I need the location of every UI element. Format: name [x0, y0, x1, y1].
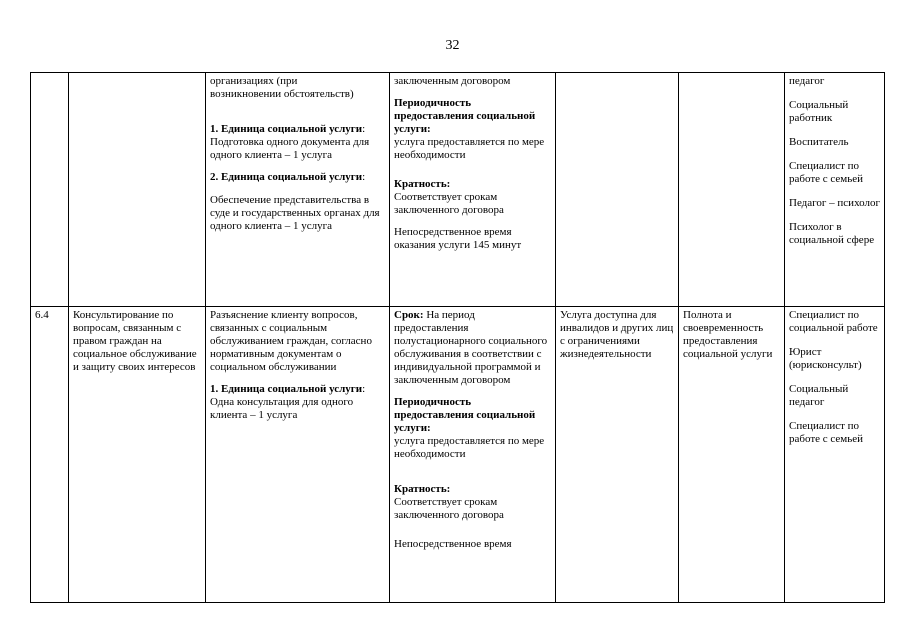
desc-line-1: организациях (при — [210, 75, 298, 87]
period-heading: Периодичность предоставления социальной услуги: — [394, 396, 536, 434]
unit1-heading: 1. Единица социальной услуги — [210, 123, 363, 135]
staff-item: Юрист (юрисконсульт) — [789, 346, 862, 371]
cell-staff — [785, 73, 885, 307]
cell-service-name — [69, 73, 206, 307]
staff-item: Специалист по работе с семьей — [789, 420, 864, 445]
staff-item: педагог — [789, 75, 825, 87]
cell-quality — [679, 73, 785, 307]
time-text: Непосредственное время оказания услуги 145 минут — [394, 226, 522, 251]
unit2-text: Обеспечение представительства в суде и государственных органах для одного клиента – 1 услуга — [210, 194, 380, 232]
cell-service-name: Консультирование по вопросам, связанным с правом граждан на социальное обслуживание и защиту своих интересов — [69, 307, 206, 603]
cell-accessibility — [556, 73, 679, 307]
cell-terms — [390, 307, 556, 603]
unit1-text: Подготовка одного документа для одного клиента – 1 услуга — [210, 136, 370, 161]
desc-text: Разъяснение клиенту вопросов, связанных с социальным обслуживанием граждан, согласно нормативным документам о социальном обслуживании — [210, 309, 372, 373]
staff-item: Педагог – психолог — [789, 197, 881, 209]
time-text: Непосредственное время — [394, 538, 512, 550]
staff-item: Социальный педагог — [789, 383, 849, 408]
period-heading: Периодичность предоставления социальной услуги: — [394, 97, 536, 135]
cell-number — [31, 73, 69, 307]
cell-quality: Полнота и своевременность предоставления социальной услуги — [679, 307, 785, 603]
table-row-6-4 — [31, 307, 885, 603]
staff-item: Психолог в социальной сфере — [789, 221, 875, 246]
cell-description — [206, 73, 390, 307]
staff-item: Воспитатель — [789, 136, 849, 148]
mult-heading: Кратность: — [394, 178, 451, 190]
unit2-heading: 2. Единица социальной услуги — [210, 171, 363, 183]
services-table — [30, 72, 885, 603]
mult-text: Соответствует срокам заключенного договора — [394, 496, 504, 521]
mult-heading: Кратность: — [394, 483, 451, 495]
cell-terms — [390, 73, 556, 307]
unit1-colon: : — [362, 123, 366, 135]
cell-number: 6.4 — [31, 307, 69, 603]
cell-staff — [785, 307, 885, 603]
table-row-continued — [31, 73, 885, 307]
period-text: услуга предоставляется по мере необходимости — [394, 136, 545, 161]
unit-colon: : — [362, 383, 366, 395]
term-heading: Срок: — [394, 309, 424, 321]
staff-item: Специалист по социальной работе — [789, 309, 878, 334]
period-text: услуга предоставляется по мере необходимости — [394, 435, 545, 460]
staff-item: Социальный работник — [789, 99, 849, 124]
mult-text: Соответствует срокам заключенного договора — [394, 191, 504, 216]
unit-text: Одна консультация для одного клиента – 1 услуга — [210, 396, 354, 421]
cell-accessibility: Услуга доступна для инвалидов и других лиц с ограничениями жизнедеятельности — [556, 307, 679, 603]
cell-description — [206, 307, 390, 603]
desc-line-2: возникновении обстоятельств) — [210, 88, 354, 100]
page-number: 32 — [445, 38, 460, 53]
unit2-spacer — [210, 184, 385, 194]
terms-line-1: заключенным договором — [394, 75, 511, 87]
term-text: На период предоставления полустационарного социального обслуживания в соответствии с индивидуальной программой и заключенным договором — [394, 309, 548, 386]
unit-heading: 1. Единица социальной услуги — [210, 383, 363, 395]
staff-item: Специалист по работе с семьей — [789, 160, 864, 185]
unit2-colon: : — [362, 171, 366, 183]
